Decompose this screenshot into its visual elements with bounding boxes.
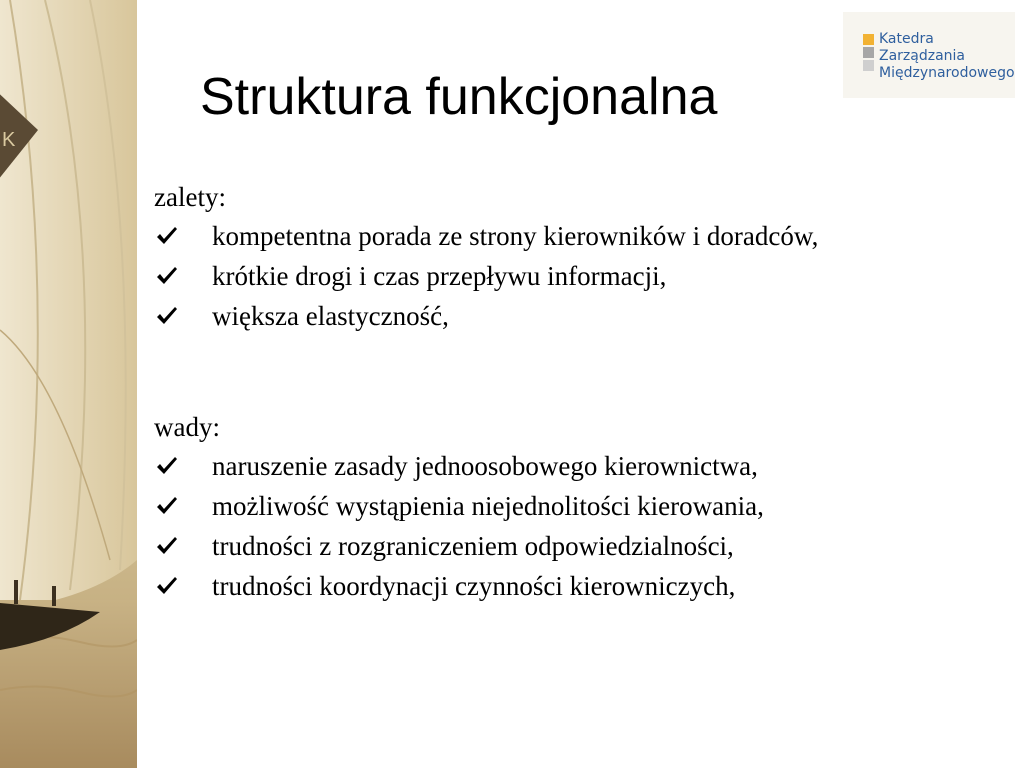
list-item [154, 446, 964, 486]
list-item [154, 486, 964, 526]
advantages-list [154, 216, 964, 336]
check-icon [156, 496, 178, 516]
sailboat-illustration [0, 0, 137, 768]
slide-title: Struktura funkcjonalna [200, 68, 718, 126]
disadvantages-heading: wady: [154, 412, 220, 442]
logo-square-orange [863, 34, 874, 45]
list-item [154, 216, 964, 256]
section-spacer [154, 336, 964, 408]
advantage-text: kompetentna porada ze strony kierowników i doradców, [212, 221, 819, 251]
check-icon [156, 576, 178, 596]
check-icon [156, 456, 178, 476]
list-item [154, 526, 964, 566]
disadvantages-list [154, 446, 964, 606]
list-item [154, 256, 964, 296]
check-icon [156, 226, 178, 246]
logo-square-gray [863, 47, 874, 58]
list-item [154, 296, 964, 336]
sailing-photo-strip [0, 0, 137, 768]
advantages-heading: zalety: [154, 182, 226, 212]
logo-text [879, 31, 1015, 82]
advantage-text: większa elastyczność, [212, 301, 449, 331]
check-icon [156, 266, 178, 286]
svg-text:K: K [2, 129, 16, 151]
slide-content [154, 178, 964, 606]
disadvantage-text: trudności z rozgraniczeniem odpowiedzialności, [212, 531, 734, 561]
logo-line-1: Katedra [879, 31, 934, 47]
check-icon [156, 536, 178, 556]
logo-square-light-gray [863, 60, 874, 71]
logo-line-2: Zarządzania [879, 48, 966, 64]
list-item [154, 566, 964, 606]
department-logo [843, 12, 1015, 98]
logo-line-3: Międzynarodowego [879, 65, 1015, 81]
check-icon [156, 306, 178, 326]
advantage-text: krótkie drogi i czas przepływu informacji, [212, 261, 667, 291]
disadvantage-text: możliwość wystąpienia niejednolitości kierowania, [212, 491, 764, 521]
logo-mark [863, 34, 875, 73]
disadvantage-text: trudności koordynacji czynności kierowniczych, [212, 571, 736, 601]
disadvantage-text: naruszenie zasady jednoosobowego kierownictwa, [212, 451, 758, 481]
